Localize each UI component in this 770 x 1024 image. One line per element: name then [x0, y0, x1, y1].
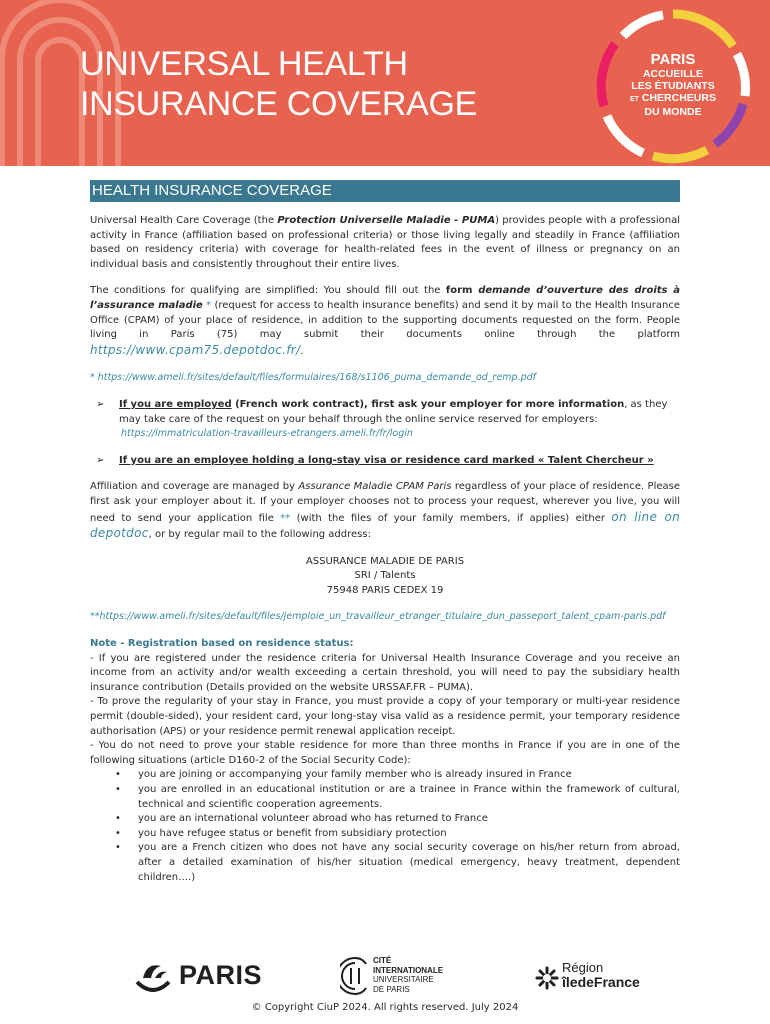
footnote-stars: **	[280, 512, 291, 524]
list-item-text: you are an international volunteer abroad who has returned to France	[138, 813, 488, 825]
employed-bold: (French work contract), first ask your employer for more information	[231, 398, 625, 410]
note-paragraph-3: - You do not need to prove your stable residence for more than three months in France if you are in one of the following situations (article D160-2 of the Social Security Code):	[90, 740, 680, 766]
employed-rest: , as they may take care of the request on your behalf through the online service reserved for employers:	[119, 398, 668, 425]
ville-de-paris-logo	[133, 958, 273, 998]
bullet-employed	[90, 398, 680, 442]
bullet-talent	[90, 454, 680, 469]
header-banner	[0, 0, 770, 166]
arrow-bullet-icon: ➢	[96, 398, 105, 410]
online-depotdoc-link[interactable]: on line on depotdoc	[90, 509, 680, 541]
region-line-2: îledeFrance	[562, 974, 640, 990]
paris-ship-icon	[133, 958, 173, 998]
region-line-1: Région	[562, 960, 604, 975]
main-content	[90, 180, 680, 885]
form-word: form	[445, 285, 479, 297]
intro-pre: Universal Health Care Coverage (the	[90, 215, 278, 226]
intro-post: ) provides people with a professional activity in France (affiliation based on professional criteria) or those living legally and steadily in France (affiliation based on residency criteria) with coverage for health-related fees in the event of illness or pregnancy on an individual basis and consistently throughout their entire lives.	[90, 215, 681, 270]
page-title	[80, 44, 477, 124]
bullet-dot-icon: •	[115, 827, 121, 839]
bullet-dot-icon: •	[115, 769, 121, 781]
list-item	[90, 812, 680, 827]
intro-paragraph	[90, 214, 680, 272]
list-item	[90, 768, 680, 783]
ciup-emblem-icon	[340, 956, 370, 996]
title-line-1: UNIVERSAL HEALTH	[80, 45, 408, 83]
footnote-2-link[interactable]: **https://www.ameli.fr/sites/default/files/jemploie_un_travailleur_etranger_titulaire_dun_passeport_talent_cpam-paris.pdf	[90, 611, 666, 623]
badge-line-3: LES ÉTUDIANTS	[631, 80, 715, 92]
cite-line-3: UNIVERSITAIRE	[373, 975, 434, 984]
cite-line-1: CITÉ	[373, 956, 392, 965]
footnote-star: *	[202, 299, 212, 311]
cite-line-2: INTERNATIONALE	[373, 965, 444, 975]
bullet-dot-icon: •	[115, 813, 121, 825]
note-section	[90, 637, 680, 885]
address-line-3: 75948 PARIS CEDEX 19	[326, 584, 444, 596]
employed-heading: If you are employed	[119, 398, 232, 410]
talent-heading: If you are an employee holding a long-stay visa or residence card marked « Talent Chercheur »	[119, 454, 654, 466]
affiliation-pre: Affiliation and coverage are managed by	[90, 481, 299, 493]
list-item-text: you have refugee status or benefit from subsidiary protection	[138, 827, 447, 839]
badge-line-4: CHERCHEURS	[641, 92, 716, 104]
affiliation-mid: regardless of your place of residence. Please first ask your employer about it. If your employer chooses not to process your request, wherever you live, you will need to send your application file	[90, 481, 681, 524]
note-title: Note - Registration based on residence status:	[90, 638, 354, 650]
conditions-paragraph	[90, 284, 680, 359]
region-iledefrance-logo	[535, 960, 665, 996]
badge-line-1: PARIS	[650, 51, 696, 68]
form-title: demande d’ouverture des droits à l’assurance maladie	[90, 285, 680, 311]
paris-logo-text: PARIS	[179, 960, 263, 990]
cpam-name: Assurance Maladie CPAM Paris	[298, 481, 452, 493]
list-item-text: you are a French citizen who does not have any social security coverage on his/her return from abroad, after a detailed examination of his/her situation (medical emergency, heavy treatment, dependent children….)	[138, 842, 680, 883]
postal-address	[90, 555, 680, 599]
title-line-2: INSURANCE COVERAGE	[80, 85, 478, 123]
note-paragraph-2: - To prove the regularity of your stay in France, you must provide a copy of your temporary or multi-year residence permit (double-sided), your resident card, your long-stay visa valid as a residence permit, your temporary residence authorisation (APS) or your residence permit renewal application receipt.	[90, 696, 680, 737]
footnote-1-link[interactable]: * https://www.ameli.fr/sites/default/files/formulaires/168/s1106_puma_demande_od_remp.pdf	[90, 372, 536, 384]
depotdoc-link[interactable]: https://www.cpam75.depotdoc.fr/	[90, 342, 301, 357]
address-line-1: ASSURANCE MALADIE DE PARIS	[305, 555, 465, 567]
conditions-mid: (request for access to health insurance benefits) and send it by mail to the Health Insurance Office (CPAM) of your place of residence, in addition to the supporting documents requested on the form. People living in Paris (75) may submit their documents online through the platform	[90, 299, 680, 341]
address-line-2: SRI / Talents	[354, 570, 416, 582]
ciup-logo	[340, 956, 470, 1000]
bullet-dot-icon: •	[115, 784, 121, 795]
section-heading: HEALTH INSURANCE COVERAGE	[90, 180, 680, 202]
badge-line-2: ACCUEILLE	[642, 68, 704, 80]
cite-line-4: DE PARIS	[373, 984, 410, 994]
conditions-end: .	[300, 345, 304, 357]
badge-line-5: DU MONDE	[644, 106, 702, 118]
list-item-text: you are enrolled in an educational institution or are a trainee in France within the framework of cultural, technical and scientific cooperation agreements.	[138, 784, 680, 810]
list-item	[90, 827, 680, 842]
region-star-icon	[535, 966, 559, 990]
badge-line-4-small: ET	[630, 96, 639, 103]
arrow-bullet-icon: ➢	[96, 454, 105, 466]
partner-logos	[0, 952, 770, 1000]
list-item	[90, 841, 680, 885]
conditions-pre: The conditions for qualifying are simplified: You should fill out the	[90, 285, 446, 297]
list-item-text: you are joining or accompanying your family member who is already insured in France	[138, 769, 572, 781]
paris-accueille-badge	[593, 6, 753, 166]
puma-term: Protection Universelle Maladie - PUMA	[277, 215, 496, 226]
affiliation-mid2: (with the files of your family members, if applies) either	[290, 512, 612, 524]
affiliation-paragraph	[90, 480, 680, 542]
note-paragraph-1: - If you are registered under the residence criteria for Universal Health Insurance Coverage and you receive an income from an activity and/or wealth exceeding a certain threshold, you will need to pay the subsidiary health insurance contribution (Details provided on the website URSSAF.FR – PUMA).	[90, 652, 680, 693]
copyright-footer: © Copyright CiuP 2024. All rights reserved. July 2024	[251, 1002, 519, 1013]
affiliation-end: , or by regular mail to the following address:	[148, 529, 371, 541]
employer-service-link[interactable]: https://immatriculation-travailleurs-etrangers.ameli.fr/fr/login	[121, 428, 413, 440]
list-item	[90, 783, 680, 812]
bullet-dot-icon: •	[115, 842, 121, 854]
